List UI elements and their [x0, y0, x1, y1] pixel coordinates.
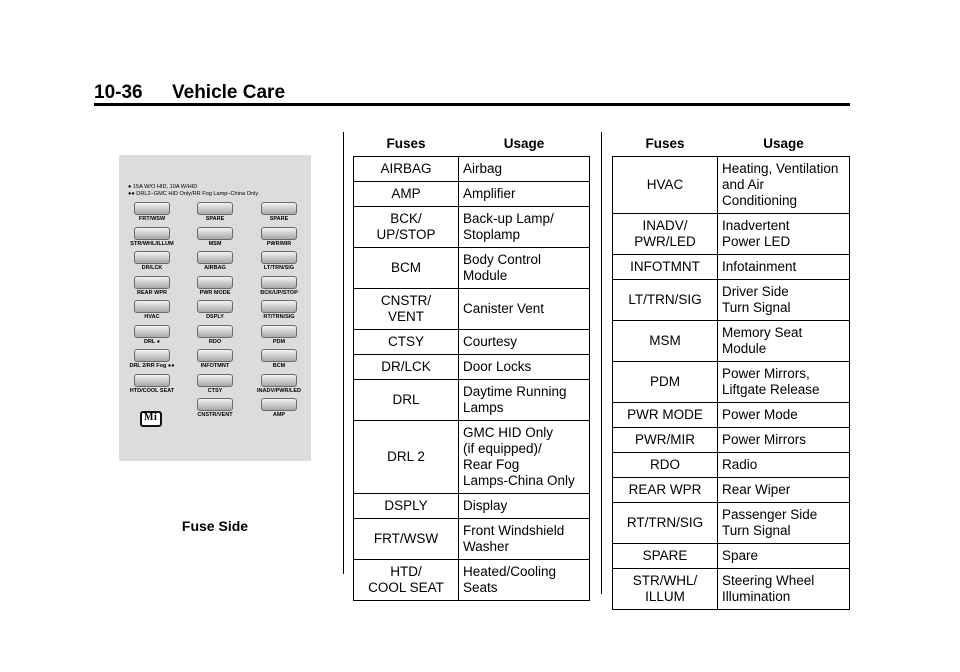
fuse-slot — [261, 202, 297, 215]
fuse-cell — [255, 276, 303, 298]
table-row — [613, 255, 850, 280]
fuse-slot — [197, 325, 233, 338]
fuse-usage-cell: Daytime Running Lamps — [459, 380, 590, 421]
table-row — [354, 207, 590, 248]
fuse-usage-cell: Power Mirrors — [718, 428, 850, 453]
table-row — [613, 280, 850, 321]
fuse-usage-cell: Courtesy — [459, 330, 590, 355]
table-row — [613, 569, 850, 610]
fuse-cell — [191, 300, 239, 322]
table-header-fuses: Fuses — [354, 132, 459, 157]
fuse-label: BCM — [272, 363, 286, 369]
fuse-slot — [197, 202, 233, 215]
table-row — [354, 494, 590, 519]
fuse-label: DSPLY — [206, 314, 224, 320]
fuse-cell — [255, 349, 303, 371]
fuse-table-right — [612, 132, 850, 610]
fuse-usage-cell: Driver Side Turn Signal — [718, 280, 850, 321]
fuse-label: LT/TRN/SIG — [263, 265, 295, 271]
fuse-label: DRL ● — [143, 338, 161, 345]
table-row — [354, 182, 590, 207]
fuse-name-cell: REAR WPR — [613, 478, 718, 503]
fuse-slot — [197, 276, 233, 289]
fuse-label: PWR MODE — [199, 289, 231, 296]
fuse-cell — [128, 374, 176, 396]
column-divider-right — [601, 132, 602, 594]
table-row — [354, 355, 590, 380]
fuse-slot — [261, 325, 297, 338]
fuse-cell — [191, 227, 239, 249]
fuse-label: FRT/WSW — [138, 216, 166, 222]
fuse-slot — [261, 398, 297, 411]
page-number: 10-36 — [94, 82, 143, 103]
fuse-slot — [261, 251, 297, 264]
fuse-cell — [128, 227, 176, 249]
diagram-caption: Fuse Side — [181, 518, 249, 534]
table-header-fuses: Fuses — [613, 132, 718, 157]
fuse-slot — [261, 300, 297, 313]
fuse-name-cell: DRL — [354, 380, 459, 421]
table-row — [613, 453, 850, 478]
fuse-name-cell: BCK/ UP/STOP — [354, 207, 459, 248]
fuse-usage-cell: Amplifier — [459, 182, 590, 207]
table-row — [354, 560, 590, 601]
fuse-name-cell: PWR MODE — [613, 403, 718, 428]
fuse-label: CNSTR/VENT — [197, 412, 233, 418]
fuse-cell — [191, 325, 239, 347]
fuse-cell — [191, 374, 239, 396]
fuse-name-cell: SPARE — [613, 544, 718, 569]
fuse-cell — [128, 325, 176, 347]
fuse-name-cell: DRL 2 — [354, 421, 459, 494]
header-rule — [94, 103, 850, 106]
fuse-cell — [128, 251, 176, 273]
fuse-slot — [197, 398, 233, 411]
fuse-label: PWR/MIR — [266, 240, 292, 247]
fuse-slot — [134, 349, 170, 362]
fuse-cell — [128, 202, 176, 224]
fuse-slot — [134, 227, 170, 240]
diagram-note-1: ● 15A W/O HID, 10A W/HID — [128, 184, 198, 190]
fuse-label: STR/WHL/ILLUM — [130, 240, 174, 247]
owner-manual-icon: M i — [140, 411, 162, 427]
fuse-name-cell: DR/LCK — [354, 355, 459, 380]
fuse-usage-cell: Body Control Module — [459, 248, 590, 289]
fuse-usage-cell: Rear Wiper — [718, 478, 850, 503]
fuse-slot — [134, 374, 170, 387]
fuse-label: RT/TRN/SIG — [263, 314, 295, 320]
fuse-usage-cell: Spare — [718, 544, 850, 569]
fuse-cell — [255, 300, 303, 322]
fuse-cell — [128, 349, 176, 371]
column-divider-left — [343, 132, 344, 574]
fuse-label: REAR WPR — [137, 289, 167, 296]
fuse-usage-cell: Memory Seat Module — [718, 321, 850, 362]
fuse-name-cell: BCM — [354, 248, 459, 289]
fuse-label: MSM — [208, 240, 222, 247]
fuse-cell — [255, 398, 303, 420]
fuse-usage-cell: GMC HID Only (if equipped)/ Rear Fog Lamps-China Only — [459, 421, 590, 494]
fuse-label: INADV/PWR/LED — [257, 387, 301, 394]
fuse-label: DRL 2/RR Fog ●● — [129, 363, 175, 369]
fuse-cell — [191, 349, 239, 371]
table-row — [354, 248, 590, 289]
fuse-slot — [134, 276, 170, 289]
table-row — [354, 380, 590, 421]
fuse-cell — [128, 300, 176, 322]
fuse-name-cell: INFOTMNT — [613, 255, 718, 280]
fuse-usage-cell: Steering Wheel Illumination — [718, 569, 850, 610]
fuse-slot — [134, 300, 170, 313]
fuse-slot — [134, 325, 170, 338]
fuse-slot — [134, 202, 170, 215]
fuse-usage-cell: Display — [459, 494, 590, 519]
fuse-label: HVAC — [144, 314, 160, 320]
fuse-slot — [134, 251, 170, 264]
table-row — [613, 214, 850, 255]
fuse-slot — [261, 374, 297, 387]
fuse-label: RDO — [208, 338, 222, 345]
table-row — [613, 157, 850, 214]
fuse-cell — [255, 374, 303, 396]
fuse-label: AIRBAG — [204, 265, 226, 271]
fuse-usage-cell: Heating, Ventilation and Air Conditioning — [718, 157, 850, 214]
fuse-name-cell: STR/WHL/ ILLUM — [613, 569, 718, 610]
fuse-usage-cell: Passenger Side Turn Signal — [718, 503, 850, 544]
table-row — [354, 519, 590, 560]
fuse-slot — [261, 276, 297, 289]
fuse-label: PDM — [272, 338, 286, 345]
fuse-name-cell: RDO — [613, 453, 718, 478]
fuse-name-cell: INADV/ PWR/LED — [613, 214, 718, 255]
fuse-slot — [197, 251, 233, 264]
fuse-name-cell: MSM — [613, 321, 718, 362]
table-row — [354, 289, 590, 330]
table-header-usage: Usage — [459, 132, 590, 157]
fuse-cell — [255, 251, 303, 273]
fuse-name-cell: AIRBAG — [354, 157, 459, 182]
fuse-usage-cell: Canister Vent — [459, 289, 590, 330]
fuse-cell — [191, 251, 239, 273]
table-row — [354, 157, 590, 182]
fuse-usage-cell: Heated/Cooling Seats — [459, 560, 590, 601]
fuse-label: CTSY — [207, 387, 223, 394]
table-row — [613, 428, 850, 453]
fuse-slot — [197, 300, 233, 313]
fuse-name-cell: PWR/MIR — [613, 428, 718, 453]
fuse-usage-cell: Airbag — [459, 157, 590, 182]
fuse-name-cell: LT/TRN/SIG — [613, 280, 718, 321]
fuse-label: HTD/COOL SEAT — [129, 387, 175, 394]
table-row — [354, 330, 590, 355]
fuse-name-cell: AMP — [354, 182, 459, 207]
table-row — [613, 478, 850, 503]
table-row — [354, 421, 590, 494]
fuse-cell — [191, 202, 239, 224]
fuse-label: SPARE — [269, 216, 289, 222]
fuse-table-left — [353, 132, 590, 601]
table-row — [613, 321, 850, 362]
fuse-label: SPARE — [205, 216, 225, 222]
fuse-usage-cell: Power Mode — [718, 403, 850, 428]
fuse-cell — [191, 398, 239, 420]
fuse-label: INFOTMNT — [200, 363, 230, 369]
table-row — [613, 362, 850, 403]
fuse-cell — [128, 276, 176, 298]
table-row — [613, 403, 850, 428]
fuse-name-cell: CTSY — [354, 330, 459, 355]
fuse-name-cell: RT/TRN/SIG — [613, 503, 718, 544]
table-header-usage: Usage — [718, 132, 850, 157]
fuse-usage-cell: Power Mirrors, Liftgate Release — [718, 362, 850, 403]
fuse-cell — [255, 325, 303, 347]
fuse-name-cell: HVAC — [613, 157, 718, 214]
fuse-cell — [255, 202, 303, 224]
fuse-cell — [191, 276, 239, 298]
fuse-slot — [197, 349, 233, 362]
fuse-usage-cell: Infotainment — [718, 255, 850, 280]
fuse-name-cell: FRT/WSW — [354, 519, 459, 560]
fuse-slot — [197, 227, 233, 240]
table-row — [613, 503, 850, 544]
table-row — [613, 544, 850, 569]
fuse-name-cell: PDM — [613, 362, 718, 403]
fuse-label: AMP — [272, 412, 286, 418]
fuse-cell — [255, 227, 303, 249]
fuse-name-cell: DSPLY — [354, 494, 459, 519]
fuse-usage-cell: Back-up Lamp/ Stoplamp — [459, 207, 590, 248]
fuse-usage-cell: Door Locks — [459, 355, 590, 380]
fuse-usage-cell: Front Windshield Washer — [459, 519, 590, 560]
fuse-label: BCK/UP/STOP — [260, 289, 298, 296]
fuse-slot — [261, 349, 297, 362]
fuse-block-diagram — [119, 155, 311, 461]
fuse-usage-cell: Radio — [718, 453, 850, 478]
fuse-usage-cell: Inadvertent Power LED — [718, 214, 850, 255]
fuse-name-cell: HTD/ COOL SEAT — [354, 560, 459, 601]
fuse-name-cell: CNSTR/ VENT — [354, 289, 459, 330]
fuse-label: DR/LCK — [141, 265, 163, 271]
section-title: Vehicle Care — [172, 82, 286, 103]
diagram-note-2: ●● DRL2–GMC HID Only/RR Fog Lamp–China Only — [128, 191, 259, 197]
fuse-slot — [197, 374, 233, 387]
fuse-slot — [261, 227, 297, 240]
